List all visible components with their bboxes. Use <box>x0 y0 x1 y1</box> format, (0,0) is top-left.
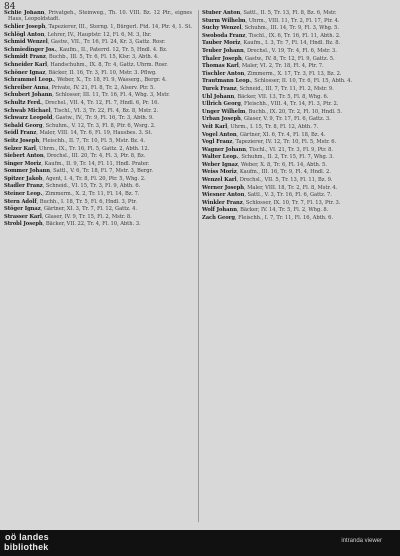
entry-name: Schöner Ignaz <box>4 69 46 76</box>
directory-entry: Zach Georg, Fleischh., I. 7, Tr. 11, Fl. 16, Abth. 6. <box>202 215 333 222</box>
directory-entry: Unger Wilhelm, Buchb., IX. 20, Tr. 2, Fl. 10, Hndl. 5. <box>202 108 342 115</box>
entry-details: Uhrm., VIII. 11, Tr. 2, Fl. 17, Ptr. 4. <box>248 17 340 24</box>
entry-name: Singer Moriz <box>4 160 42 167</box>
entry-name: Steiner Leop. <box>4 191 43 198</box>
entry-name: Schlier Joseph <box>4 24 46 30</box>
directory-entry: Schöner Ignaz, Bäcker, II. 16, Tr. 3, Fl. 10, Mstr. 3. Pflwg. <box>4 69 157 76</box>
entry-name: Schrammel Leop. <box>4 77 54 84</box>
entry-name: Urban Joseph <box>202 116 241 123</box>
entry-details: Uhrm., IX., Tr. 16, Fl. 5, Gattz. 2, Abth. 12. <box>39 145 150 152</box>
directory-entry: Schmiedinger Jos., Kaufm., II., Paterrd. 12, Tr. 5, Hndl. 4. Bz. <box>4 46 168 53</box>
directory-entry: Uhl Johann, Bäcker, VII. 13, Tr. 5, Fl. 8, Whg. 6. <box>202 93 329 100</box>
entry-name: Weiss Moriz <box>202 169 237 176</box>
entry-details: Tapezierer, III., Sterng. 1, Bürgerl. Ftd. 14, Ptr. 4, 1. St. <box>48 24 192 30</box>
entry-name: Schlögl Anton <box>4 31 45 38</box>
entry-details: Tischl., VI. 21, Tr. 3, Fl. 9, Ptr. 8. <box>249 146 334 153</box>
entry-details: Gastw., VII., Tr. 16, Fl. 24, Kr. 3, Gattz. Rosr. <box>50 39 166 46</box>
right-column <box>202 10 390 524</box>
entry-name: Sebald Georg <box>4 122 43 129</box>
entry-name: Wagner Johann <box>202 146 246 153</box>
entry-name: Tischler Anton <box>202 70 245 77</box>
directory-entry: Schlie Johann, Privatgeh., Steinweg., Th. 10. VIII. Bz. 12 Ptr., eignes Haus, Leopoldstadt. <box>4 10 192 23</box>
entry-details: Sattl., V. 6, Tr. 18, Fl. 7, Mstr. 3, Bergr. <box>53 168 153 175</box>
entry-details: Kaufm., II. 9, Tr. 14, Fl. 11, Hndl. Prater. <box>44 160 150 167</box>
entry-name: Schwarz Leopold <box>4 115 53 122</box>
entry-details: Drechsl., V. 19, Tr. 4, Fl. 6, Mstr. 3. <box>246 47 337 54</box>
directory-entry: Ullrich Georg, Fleischh., VIII. 4, Tr. 14, Fl. 3, Ptr. 2. <box>202 101 339 108</box>
directory-entry: Weiss Moriz, Kaufm., III. 16, Tr. 9, Fl. 4, Hndl. 2. <box>202 169 331 176</box>
entry-name: Walter Leop. <box>202 154 239 161</box>
directory-entry: Winkler Franz, Schlosser, IX. 10, Tr. 7, Fl. 13, Ptr. 3. <box>202 199 341 206</box>
entry-name: Thaler Joseph <box>202 55 242 62</box>
directory-entry: Schultz Ferd., Drechsl., VII. 4, Tr. 12, Fl. 7, Hndl. 6, Pr. 16. <box>4 99 159 106</box>
entry-details: Drechsl., VII. 5, Tr. 13, Fl. 11, Bz. 9. <box>239 177 333 184</box>
entry-details: Uhrm., I. 15, Tr. 8, Fl. 12, Abth. 7. <box>230 123 319 130</box>
entry-name: Sommer Johann <box>4 168 50 175</box>
directory-entry: Seitz Joseph, Fleischh., II. 7, Tr. 10, Fl. 5, Mstr. Bz. 4. <box>4 137 146 144</box>
entry-name: Stöger Ignaz <box>4 206 41 213</box>
entry-details: Zimmerm., X. 17, Tr. 3, Fl. 13, Bz. 2. <box>247 70 342 77</box>
logo-line-2: bibliothek <box>4 542 49 552</box>
directory-entry: Weber Ignaz, Weber, X. 8, Tr. 6, Fl. 14, Abth. 5. <box>202 161 327 168</box>
directory-entry: Vogel Anton, Gärtner, XI. 6, Tr. 4, Fl. 18, Bz. 4. <box>202 131 326 138</box>
entry-name: Werner Joseph <box>202 184 244 191</box>
entry-name: Seitz Joseph <box>4 137 40 144</box>
directory-entry: Urban Joseph, Glaser, V. 9, Tr. 17, Fl. 6, Gattz. 3. <box>202 116 331 123</box>
entry-details: Gärtner, XI. 6, Tr. 4, Fl. 18, Bz. 4. <box>239 131 326 138</box>
directory-entry: Walter Leop., Schuhm., II. 2, Tr. 15, Fl. 7, Whg. 3. <box>202 154 334 161</box>
entry-details: Tischl., VI. 3, Tr. 22, Fl. 4, Bz. 8, Mstr. 2. <box>53 107 159 114</box>
entry-name: Seidl Franz <box>4 130 37 137</box>
directory-entry: Vogl Franz, Tapezierer, IV. 12, Tr. 10, Fl. 5, Mstr. 6. <box>202 139 337 146</box>
entry-details: Maler, VI. 2, Tr. 18, Fl. 4, Ptr. 7. <box>241 63 324 70</box>
directory-entry: Stuber Anton, Sattl., II. 5, Tr. 13, Fl. 8, Bz. 6, Mstr. <box>202 10 337 16</box>
entry-details: Bäcker, IV. 14, Tr. 5, Fl. 2, Whg. 8. <box>240 207 329 214</box>
entry-details: Fleischh., I. 7, Tr. 11, Fl. 16, Abth. 6. <box>238 215 333 222</box>
entry-details: Buchb., III. 5, Tr. 6, Fl. 15, Klsr. 3, Abth. 4. <box>48 54 159 61</box>
directory-entry: Veit Karl, Uhrm., I. 15, Tr. 8, Fl. 12, Abth. 7. <box>202 123 319 130</box>
entry-details: Schneid., VI. 15, Tr. 3, Fl. 9, Abth. 6. <box>45 183 141 190</box>
entry-details: Agent, I. 4, Tr. 8, Fl. 20, Ptr. 5, Whg. 2. <box>45 175 146 182</box>
directory-entry: Stadler Franz, Schneid., VI. 15, Tr. 3, Fl. 9, Abth. 6. <box>4 183 141 190</box>
entry-details: Tischl., IX. 6, Tr. 16, Fl. 11, Abth. 2. <box>248 32 341 39</box>
entry-name: Schmiedinger Jos. <box>4 46 57 53</box>
entry-name: Stern Adolf <box>4 198 37 205</box>
entry-details: Maler, VIII. 18, Tr. 2, Fl. 8, Mstr. 4. <box>247 184 338 191</box>
directory-entry: Schmidt Franz, Buchb., III. 5, Tr. 6, Fl. 15, Klsr. 3, Abth. 4. <box>4 54 159 61</box>
entry-details: Schuhm., V. 12, Tr. 3, Fl. 8, Ptr. 6, Wsrg. 2. <box>45 122 156 129</box>
entry-details: Schlosser, II. 10, Tr. 6, Fl. 15, Abth. 4. <box>254 78 353 85</box>
entry-name: Ullrich Georg <box>202 101 241 108</box>
entry-name: Schultz Ferd. <box>4 99 42 106</box>
entry-details: Gastw., IV. 8, Tr. 12, Fl. 9, Gattz. 5. <box>244 55 335 62</box>
entry-name: Wolf Johann <box>202 207 237 214</box>
entry-details: Bäcker, II. 16, Tr. 3, Fl. 10, Mstr. 3. Pflwg. <box>48 69 157 76</box>
directory-entry: Schlögl Anton, Lehrer, IV., Hauptstr. 12, Fl. 6, M. 3, Ihr. <box>4 31 152 38</box>
entry-name: Suchy Wenzel <box>202 25 242 32</box>
entry-details: Schlosser, III. 11, Tr. 16, Fl. 4, Whg. 3, Mstr. <box>55 92 170 99</box>
entry-name: Wiesner Anton <box>202 192 245 199</box>
directory-entry: Schwarz Leopold, Gastw., IV., Tr. 9, Fl. 16, Tr. 3, Abth. 9. <box>4 115 154 122</box>
entry-name: Strasser Karl <box>4 213 42 220</box>
directory-entry: Thomas Karl, Maler, VI. 2, Tr. 18, Fl. 4, Ptr. 7. <box>202 63 324 70</box>
entry-details: Handschuhm., IX. 8, Tr. 4, Gattz. Uhrm. Rosr. <box>50 61 168 68</box>
entry-details: Glaser, V. 9, Tr. 17, Fl. 6, Gattz. 3. <box>243 116 331 123</box>
library-logo[interactable] <box>4 532 49 552</box>
directory-entry: Selzer Karl, Uhrm., IX., Tr. 16, Fl. 5, Gattz. 2, Abth. 12. <box>4 145 150 152</box>
entry-details: Gastw., IV., Tr. 9, Fl. 16, Tr. 3, Abth. 9. <box>55 115 154 122</box>
directory-entry: Singer Moriz, Kaufm., II. 9, Tr. 14, Fl. 11, Hndl. Prater. <box>4 160 150 167</box>
entry-name: Vogl Franz <box>202 139 233 146</box>
entry-name: Stadler Franz <box>4 183 43 190</box>
entry-details: Buchh., I. 18, Tr. 5, Fl. 6, Hndl. 3, Ptr. <box>39 198 137 205</box>
directory-entry: Sebald Georg, Schuhm., V. 12, Tr. 3, Fl. 8, Ptr. 6, Wsrg. 2. <box>4 122 156 129</box>
directory-entry: Schneider Karl, Handschuhm., IX. 8, Tr. 4, Gattz. Uhrm. Rosr. <box>4 61 168 68</box>
entry-details: Kaufm., III. 16, Tr. 9, Fl. 4, Hndl. 2. <box>239 169 331 176</box>
entry-name: Strobl Joseph <box>4 221 43 228</box>
entry-details: Bäcker, VII. 22, Tr. 4, Fl. 10, Abth. 3. <box>45 221 141 228</box>
directory-entry: Werner Joseph, Maler, VIII. 18, Tr. 2, Fl. 8, Mstr. 4. <box>202 184 338 191</box>
directory-entry: Stern Adolf, Buchh., I. 18, Tr. 5, Fl. 6, Hndl. 3, Ptr. <box>4 198 137 205</box>
entry-name: Sturm Wilhelm <box>202 17 246 24</box>
entry-details: Schuhm., II. 2, Tr. 15, Fl. 7, Whg. 3. <box>241 154 334 161</box>
entry-details: Tapezierer, IV. 12, Tr. 10, Fl. 5, Mstr. 6. <box>235 139 337 146</box>
entry-name: Schmidt Franz <box>4 54 46 61</box>
entry-details: Glaser, IV. 9, Tr. 15, Fl. 2, Mstr. 8. <box>45 213 132 220</box>
directory-entry: Strasser Karl, Glaser, IV. 9, Tr. 15, Fl. 2, Mstr. 8. <box>4 213 132 220</box>
entry-details: Weber, X. 8, Tr. 6, Fl. 14, Abth. 5. <box>240 161 327 168</box>
directory-entry: Turek Franz, Schneid., III. 7, Tr. 11, Fl. 2, Mstr. 9. <box>202 85 334 92</box>
entry-name: Schmid Wenzel <box>4 39 48 46</box>
entry-details: Kaufm., II., Paterrd. 12, Tr. 5, Hndl. 4. Bz. <box>59 46 168 53</box>
entry-details: Schneid., III. 7, Tr. 11, Fl. 2, Mstr. 9. <box>239 85 334 92</box>
entry-details: Maler, VIII. 14, Tr. 6, Fl. 19, Hausbes. 3. St. <box>39 130 153 137</box>
entry-name: Schwab Michael <box>4 107 51 114</box>
directory-entry: Wiesner Anton, Sattl., V. 3, Tr. 16, Fl. 6, Gattz. 7. <box>202 192 332 199</box>
entry-details: Lehrer, IV., Hauptstr. 12, Fl. 6, M. 3, Ihr. <box>47 31 152 38</box>
entry-name: Spitzer Jakob <box>4 175 43 182</box>
entry-details: Buchb., IX. 20, Tr. 2, Fl. 10, Hndl. 5. <box>248 108 342 115</box>
directory-entry: Wenzel Karl, Drechsl., VII. 5, Tr. 13, Fl. 11, Bz. 9. <box>202 177 333 184</box>
entry-name: Swoboda Franz <box>202 32 246 39</box>
entry-name: Trautmann Leop. <box>202 78 252 85</box>
directory-entry: Strobl Joseph, Bäcker, VII. 22, Tr. 4, Fl. 10, Abth. 3. <box>4 221 141 228</box>
directory-entry: Trautmann Leop., Schlosser, II. 10, Tr. 6, Fl. 15, Abth. 4. <box>202 78 353 85</box>
entry-name: Zach Georg <box>202 215 235 222</box>
entry-name: Stuber Anton <box>202 10 241 16</box>
directory-entry: Schwab Michael, Tischl., VI. 3, Tr. 22, Fl. 4, Bz. 8, Mstr. 2. <box>4 107 159 114</box>
entry-name: Schneider Karl <box>4 61 48 68</box>
entry-details: Schlosser, IX. 10, Tr. 7, Fl. 13, Ptr. 3. <box>245 199 341 206</box>
directory-entry: Sommer Johann, Sattl., V. 6, Tr. 18, Fl. 7, Mstr. 3, Bergr. <box>4 168 153 175</box>
entry-details: Kaufm., I. 3, Tr. 7, Fl. 14, Hndl. Bz. 8. <box>243 40 341 47</box>
entry-name: Schubert Johann <box>4 92 53 99</box>
directory-entry: Stöger Ignaz, Gärtner, XI. 3, Tr. 7, Fl. 12, Gattz. 4. <box>4 206 137 213</box>
directory-entry: Schlier Joseph, Tapezierer, III., Sterng. 1, Bürgerl. Ftd. 14, Ptr. 4, 1. St. <box>4 24 192 30</box>
entry-name: Wenzel Karl <box>202 177 237 184</box>
entry-name: Siebert Anton <box>4 153 44 160</box>
column-divider <box>198 10 199 522</box>
entry-details: Drechsl., VII. 4, Tr. 12, Fl. 7, Hndl. 6, Pr. 16. <box>45 99 159 106</box>
viewer-label[interactable]: intranda viewer <box>341 538 382 544</box>
entry-name: Weber Ignaz <box>202 161 238 168</box>
entry-details: Weber, X., Tr. 18, Fl. 9, Wasserg., Bergr. 4. <box>57 77 167 84</box>
entry-name: Teuber Johann <box>202 47 244 54</box>
directory-entry: Seidl Franz, Maler, VIII. 14, Tr. 6, Fl. 19, Hausbes. 3. St. <box>4 130 153 137</box>
directory-entry: Swoboda Franz, Tischl., IX. 6, Tr. 16, Fl. 11, Abth. 2. <box>202 32 341 39</box>
entry-name: Unger Wilhelm <box>202 108 246 115</box>
entry-name: Vogel Anton <box>202 131 237 138</box>
directory-entry: Schmid Wenzel, Gastw., VII., Tr. 16, Fl. 24, Kr. 3, Gattz. Rosr. <box>4 39 166 46</box>
directory-entry: Suchy Wenzel, Schuhm., III. 14, Tr. 9, Fl. 3, Whg. 5. <box>202 25 339 32</box>
directory-entry: Teuber Johann, Drechsl., V. 19, Tr. 4, Fl. 6, Mstr. 3. <box>202 47 337 54</box>
entry-name: Uhl Johann <box>202 93 235 100</box>
directory-entry: Schubert Johann, Schlosser, III. 11, Tr. 16, Fl. 4, Whg. 3, Mstr. <box>4 92 170 99</box>
entry-name: Turek Franz <box>202 85 237 92</box>
viewer-footer <box>0 530 400 556</box>
logo-line-1: oö landes <box>5 532 49 542</box>
entry-details: Fleischh., VIII. 4, Tr. 14, Fl. 3, Ptr. 2. <box>244 101 339 108</box>
directory-entry: Schrammel Leop., Weber, X., Tr. 18, Fl. 9, Wasserg., Bergr. 4. <box>4 77 167 84</box>
entry-details: Privatgeh., Steinweg., Th. 10. VIII. Bz. 12 Ptr., eignes Haus, Leopoldstadt. <box>8 10 192 23</box>
entry-details: Sattl., V. 3, Tr. 16, Fl. 6, Gattz. 7. <box>247 192 332 199</box>
entry-details: Drechsl., III. 20, Tr. 4, Fl. 3, Ptr. 8, Bz. <box>46 153 146 160</box>
directory-entry: Tauber Moriz, Kaufm., I. 3, Tr. 7, Fl. 14, Hndl. Bz. 8. <box>202 40 341 47</box>
directory-entry: Wagner Johann, Tischl., VI. 21, Tr. 3, Fl. 9, Ptr. 8. <box>202 146 334 153</box>
directory-entry: Sturm Wilhelm, Uhrm., VIII. 11, Tr. 2, Fl. 17, Ptr. 4. <box>202 17 340 24</box>
entry-details: Fleischh., II. 7, Tr. 10, Fl. 5, Mstr. Bz. 4. <box>42 137 146 144</box>
directory-entry: Thaler Joseph, Gastw., IV. 8, Tr. 12, Fl. 9, Gattz. 5. <box>202 55 335 62</box>
entry-details: Bäcker, VII. 13, Tr. 5, Fl. 8, Whg. 6. <box>237 93 329 100</box>
entry-name: Veit Karl <box>202 123 228 130</box>
entry-details: Zimmerm., X. 2, Tr. 11, Fl. 14, Bz. 7. <box>45 191 140 198</box>
entry-details: Gärtner, XI. 3, Tr. 7, Fl. 12, Gattz. 4. <box>43 206 137 213</box>
entry-name: Schlie Johann <box>4 10 45 16</box>
directory-entry: Spitzer Jakob, Agent, I. 4, Tr. 8, Fl. 20, Ptr. 5, Whg. 2. <box>4 175 146 182</box>
entry-name: Selzer Karl <box>4 145 36 152</box>
entry-details: Sattl., II. 5, Tr. 13, Fl. 8, Bz. 6, Mstr. <box>243 10 337 16</box>
left-column <box>4 10 192 524</box>
entry-name: Tauber Moriz <box>202 40 241 47</box>
directory-entry: Steiner Leop., Zimmerm., X. 2, Tr. 11, Fl. 14, Bz. 7. <box>4 191 140 198</box>
directory-entry: Siebert Anton, Drechsl., III. 20, Tr. 4, Fl. 3, Ptr. 8, Bz. <box>4 153 146 160</box>
entry-name: Thomas Karl <box>202 63 239 70</box>
page-number: 84 <box>4 2 16 12</box>
entry-details: Private, IV. 21, Fl. 8, Tr. 2, Alserv. Ptr. 5. <box>51 84 155 91</box>
entry-details: Schuhm., III. 14, Tr. 9, Fl. 3, Whg. 5. <box>244 25 339 32</box>
entry-name: Schreiber Anna <box>4 84 49 91</box>
entry-name: Winkler Franz <box>202 199 243 206</box>
directory-entry: Tischler Anton, Zimmerm., X. 17, Tr. 3, Fl. 13, Bz. 2. <box>202 70 342 77</box>
directory-entry: Schreiber Anna, Private, IV. 21, Fl. 8, Tr. 2, Alserv. Ptr. 5. <box>4 84 155 91</box>
directory-entry: Wolf Johann, Bäcker, IV. 14, Tr. 5, Fl. 2, Whg. 8. <box>202 207 329 214</box>
